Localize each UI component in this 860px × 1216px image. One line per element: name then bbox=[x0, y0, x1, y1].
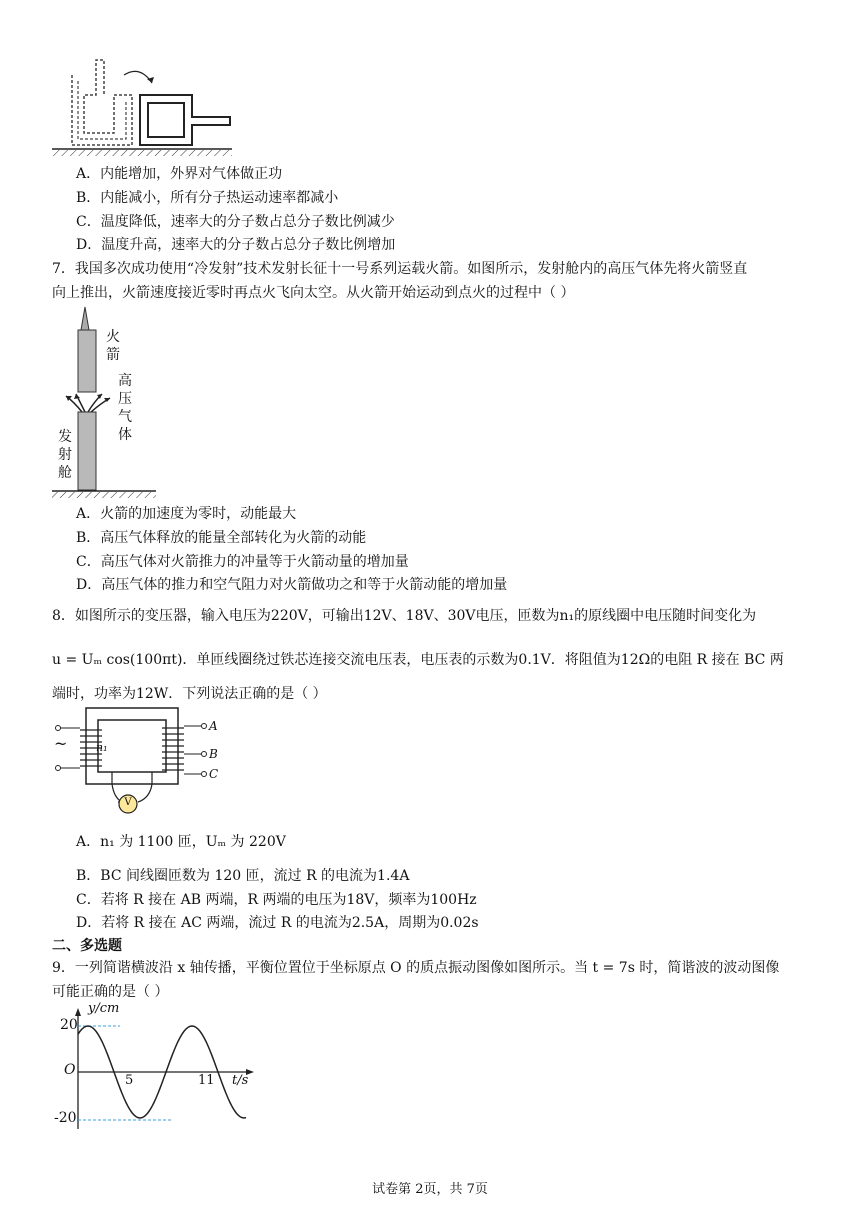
primary-coil-label: n₁ bbox=[96, 741, 108, 754]
terminal-a-label: A bbox=[209, 719, 218, 733]
page-footer: 试卷第 2页，共 7页 bbox=[372, 1182, 488, 1197]
q7-option-c: C．高压气体对火箭推力的冲量等于火箭动量的增加量 bbox=[76, 554, 409, 570]
silo-label: 发射舱 bbox=[58, 429, 72, 481]
graph-x-tick-11: 11 bbox=[198, 1073, 215, 1088]
q6-option-a: A．内能增加，外界对气体做正功 bbox=[76, 166, 283, 182]
terminal-b-label: B bbox=[209, 747, 218, 761]
q7-stem-line-2: 向上推出，火箭速度接近零时再点火飞向太空。从火箭开始运动到点火的过程中（ ） bbox=[52, 285, 575, 301]
q8-option-d: D．若将 R 接在 AC 两端，流过 R 的电流为2.5A，周期为0.02s bbox=[76, 915, 479, 931]
q7-option-d: D．高压气体的推力和空气阻力对火箭做功之和等于火箭动能的增加量 bbox=[76, 577, 508, 593]
graph-x-tick-5: 5 bbox=[125, 1073, 134, 1088]
q8-option-a: A．n₁ 为 1100 匝，Uₘ 为 220V bbox=[76, 834, 286, 850]
q8-stem-line-2: u = Uₘ cos(100πt)．单匝线圈绕过铁芯连接交流电压表，电压表的示数为0.1V．将阻值为12Ω的电阻 R 接在 BC 两 bbox=[52, 652, 784, 668]
q9-stem-line-2: 可能正确的是（ ） bbox=[52, 984, 169, 1000]
q6-option-d: D．温度升高，速率大的分子数占总分子数比例增加 bbox=[76, 237, 396, 253]
graph-x-axis-label: t/s bbox=[232, 1073, 249, 1088]
q9-stem-line-1: 9．一列简谐横波沿 x 轴传播，平衡位置位于坐标原点 O 的质点振动图像如图所示。当 t = 7s 时，简谐波的波动图像 bbox=[52, 960, 780, 976]
q7-option-b: B．高压气体释放的能量全部转化为火箭的动能 bbox=[76, 530, 367, 546]
q7-stem-line-1: 7．我国多次成功使用“冷发射”技术发射长征十一号系列运载火箭。如图所示，发射舱内的高压气体先将火箭竖直 bbox=[52, 261, 748, 277]
q8-option-c: C．若将 R 接在 AB 两端，R 两端的电压为18V，频率为100Hz bbox=[76, 892, 477, 908]
q8-option-b: B．BC 间线圈匝数为 120 匝，流过 R 的电流为1.4A bbox=[76, 868, 410, 884]
graph-y-tick-neg20: -20 bbox=[54, 1110, 77, 1126]
q8-stem-line-3: 端时，功率为12W．下列说法正确的是（ ） bbox=[52, 686, 327, 702]
voltmeter-label: V bbox=[124, 797, 132, 808]
section-heading-multiple-choice: 二、多选题 bbox=[52, 938, 122, 954]
q8-transformer-figure bbox=[52, 706, 222, 822]
ac-source-symbol: ~ bbox=[54, 734, 68, 753]
rocket-label: 火箭 bbox=[106, 329, 120, 363]
graph-y-tick-20: 20 bbox=[60, 1017, 78, 1033]
gas-label: 高压气体 bbox=[118, 373, 132, 443]
q7-option-a: A．火箭的加速度为零时，动能最大 bbox=[76, 506, 297, 522]
graph-y-axis-label: y/cm bbox=[88, 1001, 120, 1016]
q8-stem-line-1: 8．如图所示的变压器，输入电压为220V，可输出12V、18V、30V电压，匝数为n₁的原线圈中电压随时间变化为 bbox=[52, 608, 757, 624]
q6-figure bbox=[52, 55, 252, 160]
graph-origin-label: O bbox=[64, 1062, 76, 1078]
q9-vibration-graph bbox=[52, 1004, 262, 1134]
q6-option-b: B．内能减小，所有分子热运动速率都减小 bbox=[76, 190, 339, 206]
q6-option-c: C．温度降低，速率大的分子数占总分子数比例减少 bbox=[76, 214, 395, 230]
terminal-c-label: C bbox=[209, 767, 219, 781]
